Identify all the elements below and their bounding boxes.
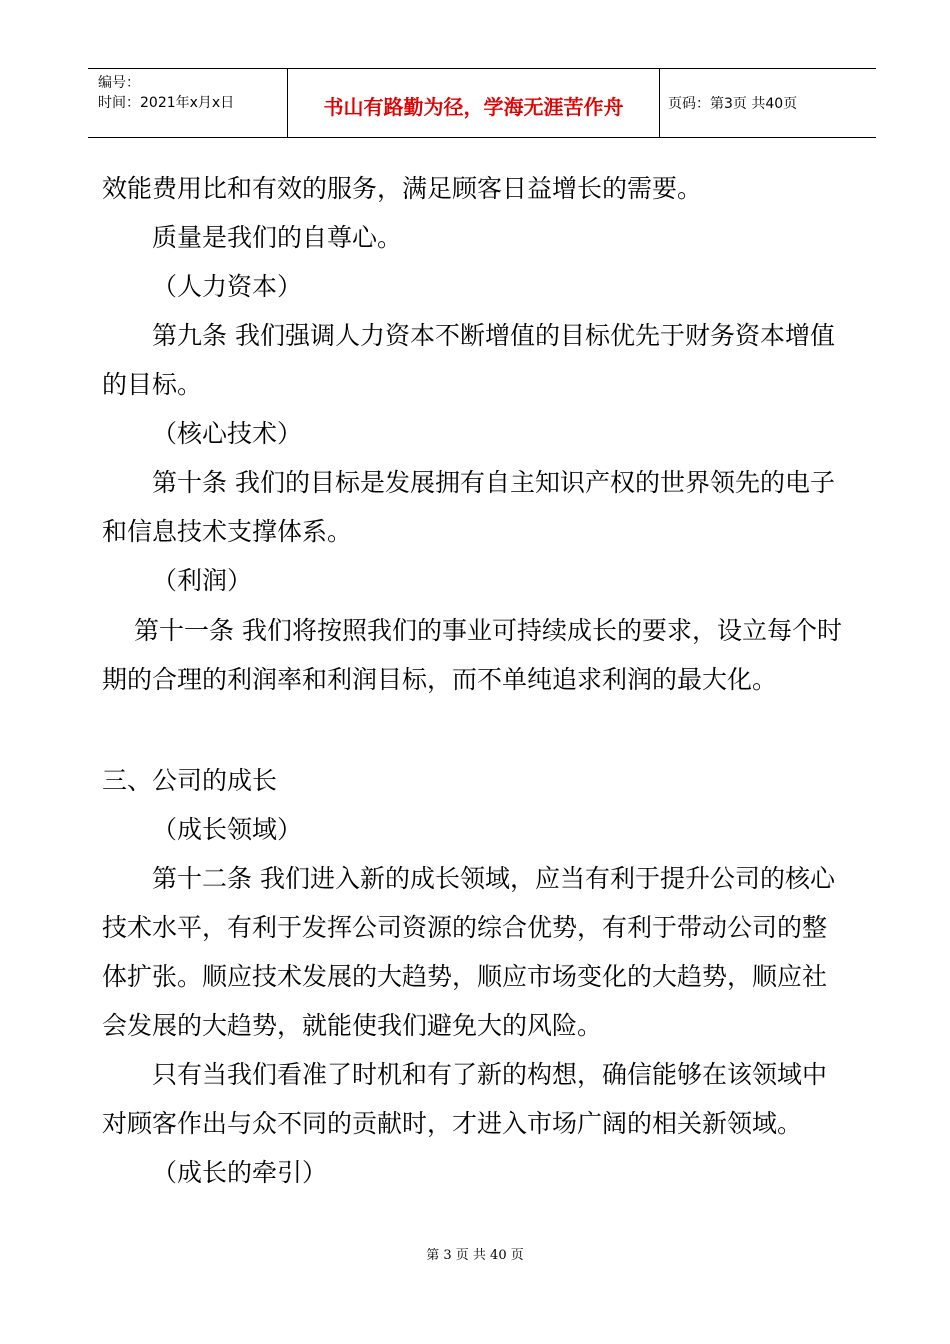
paragraph-line: 第九条 我们强调人力资本不断增值的目标优先于财务资本增值 bbox=[152, 321, 835, 350]
serial-number-label: 编号： bbox=[98, 75, 140, 91]
motto: 书山有路勤为径，学海无涯苦作舟 bbox=[323, 95, 624, 119]
header-motto-cell bbox=[288, 69, 660, 137]
paragraph-line: 只有当我们看准了时机和有了新的构想，确信能够在该领域中 bbox=[152, 1060, 828, 1089]
date-label: 时间：2021年x月x日 bbox=[98, 95, 235, 111]
paragraph-line: 体扩张。顺应技术发展的大趋势，顺应市场变化的大趋势，顺应社 bbox=[102, 962, 828, 991]
section-heading: （成长领域） bbox=[152, 815, 303, 844]
paragraph-line: 效能费用比和有效的服务，满足顾客日益增长的需要。 bbox=[102, 174, 703, 203]
paragraph-line: 和信息技术支撑体系。 bbox=[102, 517, 353, 546]
chapter-heading: 三、公司的成长 bbox=[102, 766, 278, 795]
section-heading: （利润） bbox=[152, 566, 253, 595]
page-footer: 第 3 页 共 40 页 bbox=[426, 1248, 524, 1263]
paragraph-line: 质量是我们的自尊心。 bbox=[152, 223, 403, 252]
page-indicator: 页码：第3页 共40页 bbox=[668, 96, 798, 112]
section-heading: （成长的牵引） bbox=[152, 1158, 328, 1187]
paragraph-line: 的目标。 bbox=[102, 370, 203, 399]
section-heading: （人力资本） bbox=[152, 272, 303, 301]
paragraph-line: 第十条 我们的目标是发展拥有自主知识产权的世界领先的电子 bbox=[152, 468, 835, 497]
paragraph-line: 第十一条 我们将按照我们的事业可持续成长的要求，设立每个时 bbox=[134, 616, 842, 645]
page-header bbox=[88, 68, 876, 138]
paragraph-line: 会发展的大趋势，就能使我们避免大的风险。 bbox=[102, 1011, 603, 1040]
header-meta bbox=[88, 69, 288, 137]
header-page-cell bbox=[660, 69, 876, 137]
paragraph-line: 期的合理的利润率和利润目标，而不单纯追求利润的最大化。 bbox=[102, 665, 778, 694]
paragraph-line: 技术水平，有利于发挥公司资源的综合优势，有利于带动公司的整 bbox=[102, 913, 828, 942]
section-heading: （核心技术） bbox=[152, 419, 303, 448]
paragraph-line: 对顾客作出与众不同的贡献时，才进入市场广阔的相关新领域。 bbox=[102, 1109, 803, 1138]
paragraph-line: 第十二条 我们进入新的成长领域，应当有利于提升公司的核心 bbox=[152, 864, 835, 893]
